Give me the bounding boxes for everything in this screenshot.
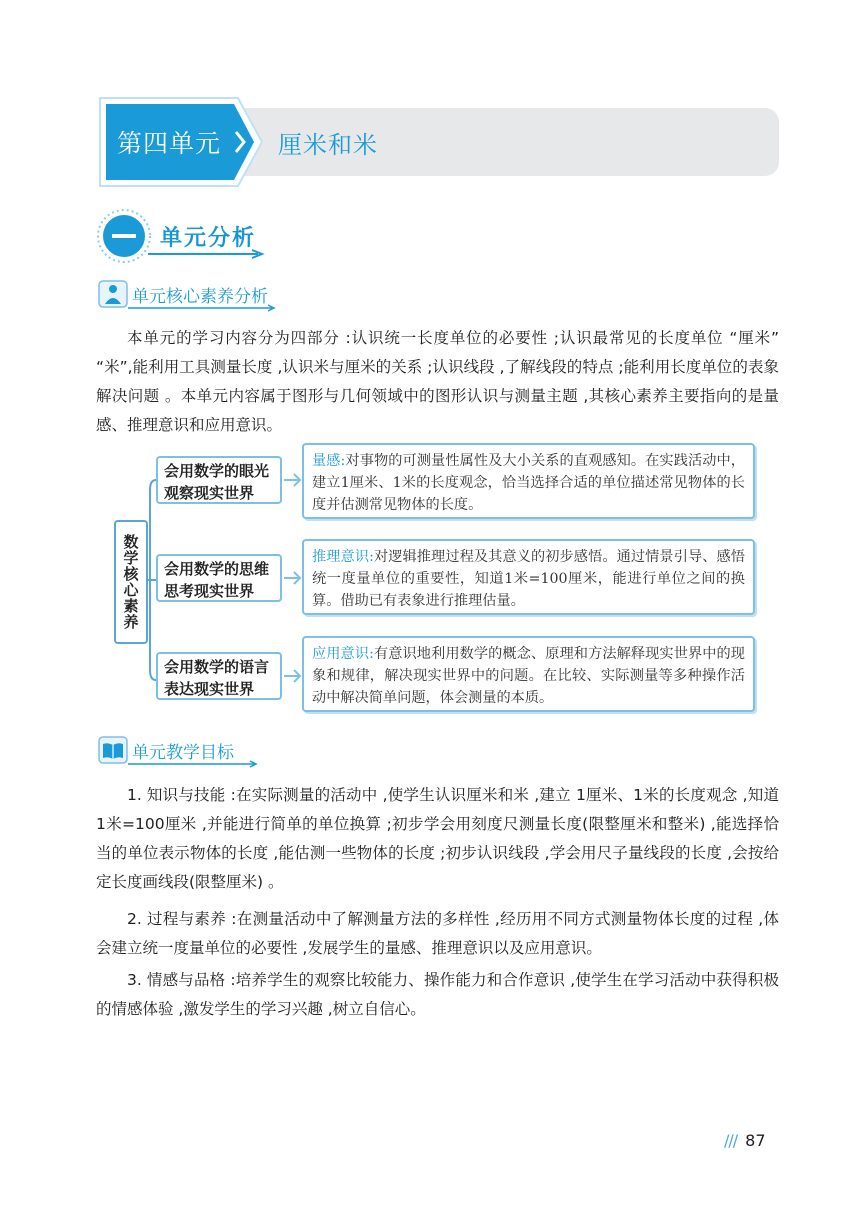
unit-label: 第四单元	[117, 129, 222, 158]
goals-heading-text: 单元教学目标	[132, 743, 234, 763]
core-literacy-text: 本单元的学习内容分为四部分 :认识统一长度单位的必要性 ;认识最常见的长度单位 “厘米” “米”,能利用工具测量长度 ,认识米与厘米的关系 ;认识线段 ,了解线段的特点 ;能利用长度单位的表象解决问题 。本单元内容属于图形与几何领域中的图形认识与测量主题 ,其核心素养主要指向的是量感、推理意识和应用意识。	[96, 329, 779, 434]
goal-text-1: 1. 知识与技能 :在实际测量的活动中 ,使学生认识厘米和米 ,建立 1厘米、1米的长度观念 ,知道 1米=100厘米 ,并能进行简单的单位换算 ;初步学会用刻度尺测量长度(限整厘米和整米) ,能选择恰当的单位表示物体的长度 ,能估测一些物体的长度 ;初步认识线段 ,学会用尺子量线段的长度 ,会按给定长度画线段(限整厘米) 。	[96, 786, 779, 891]
section-title-underline	[148, 248, 268, 260]
goal-text-3: 3. 情感与品格 :培养学生的观察比较能力、操作能力和合作意识 ,使学生在学习活动中获得积极的情感体验 ,激发学生的学习兴趣 ,树立自信心。	[96, 971, 779, 1018]
heading-underline	[128, 760, 260, 768]
measure-sense-text: 对事物的可测量性属性及大小关系的直观感知。在实践活动中，建立1厘米、1米的长度观念，恰当选择合适的单位描述常见物体的长度并估测常见物体的长度。	[312, 453, 745, 513]
section-number-badge	[96, 208, 152, 264]
goal-item-1	[96, 781, 779, 897]
application-key: 应用意识:	[312, 646, 374, 662]
section-title: 单元分析	[160, 226, 257, 251]
core-literacy-paragraph	[96, 324, 779, 440]
goal-item-3	[96, 966, 779, 1024]
page-number-value: 87	[745, 1131, 766, 1150]
reasoning-key: 推理意识:	[312, 549, 374, 565]
teacher-icon	[98, 280, 128, 308]
perspective-line2: 观察现实世界	[164, 484, 255, 502]
heading-underline	[128, 304, 278, 312]
page-number	[724, 1131, 766, 1150]
perspective-line1: 会用数学的眼光	[164, 462, 270, 480]
goal-text-2: 2. 过程与素养 :在测量活动中了解测量方法的多样性 ,经历用不同方式测量物体长度的过程 ,体会建立统一度量单位的必要性 ,发展学生的量感、推理意识以及应用意识。	[96, 910, 779, 957]
measure-sense-box	[302, 443, 755, 519]
perspective-box	[156, 456, 282, 504]
application-text: 有意识地利用数学的概念、原理和方法解释现实世界中的现象和规律，解决现实世界中的问题。在比较、实际测量等多种操作活动中解决简单问题，体会测量的本质。	[312, 646, 745, 706]
language-line1: 会用数学的语言	[164, 658, 270, 676]
core-literacy-box	[114, 520, 148, 644]
language-box	[156, 652, 282, 700]
goal-item-2	[96, 905, 779, 963]
unit-title: 厘米和米	[278, 131, 378, 159]
measure-sense-key: 量感:	[312, 453, 346, 469]
book-icon	[98, 736, 128, 764]
goals-heading	[98, 736, 268, 768]
language-line2: 表达现实世界	[164, 680, 255, 698]
application-box	[302, 636, 755, 712]
literacy-diagram	[100, 440, 760, 720]
thinking-line2: 思考现实世界	[164, 582, 255, 600]
thinking-box	[156, 554, 282, 602]
core-literacy-label: 数学核心素养	[121, 534, 140, 630]
thinking-line1: 会用数学的思维	[164, 560, 270, 578]
core-literacy-heading	[98, 280, 288, 312]
page-number-ornament: ///	[724, 1131, 738, 1150]
reasoning-text: 对逻辑推理过程及其意义的初步感悟。通过情景引导、感悟统一度量单位的重要性，知道1米=100厘米，能进行单位之间的换算。借助已有表象进行推理估量。	[312, 549, 745, 609]
reasoning-box	[302, 539, 755, 615]
core-literacy-heading-text: 单元核心素养分析	[132, 287, 268, 307]
